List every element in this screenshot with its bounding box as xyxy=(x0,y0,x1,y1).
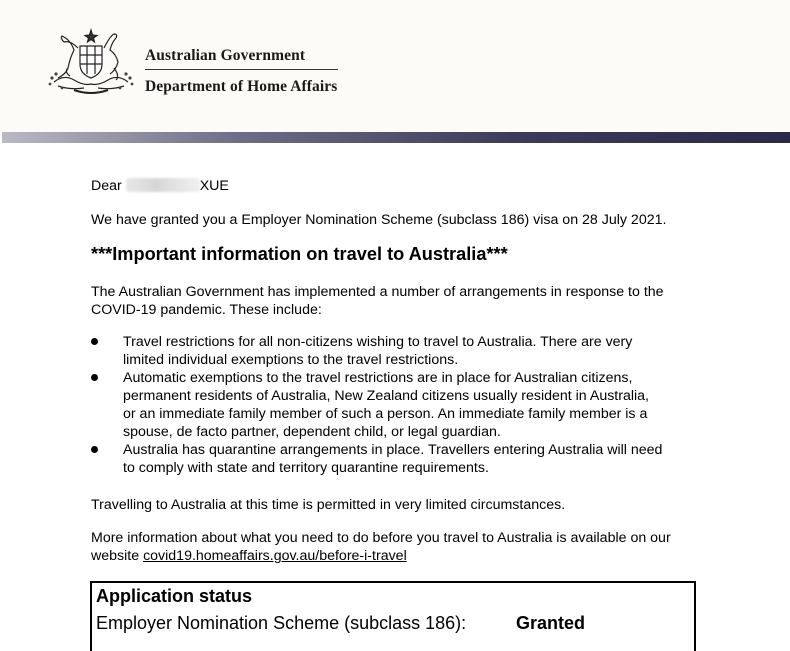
status-badge: Granted xyxy=(516,613,586,633)
visa-subclass-label: Employer Nomination Scheme (subclass 186): xyxy=(96,613,467,633)
list-item xyxy=(91,369,711,441)
intro-line-2: COVID-19 pandemic. These include: xyxy=(91,302,322,318)
redacted-given-name xyxy=(126,178,200,192)
title-divider xyxy=(145,69,338,70)
bullet-icon xyxy=(91,374,98,381)
limited-travel-note: Travelling to Australia at this time is permitted in very limited circumstances. xyxy=(91,497,566,513)
letterhead xyxy=(0,0,790,132)
travel-heading: ***Important information on travel to Australia*** xyxy=(91,244,508,264)
salutation-prefix: Dear xyxy=(91,178,122,194)
list-item-text: Automatic exemptions to the travel restrictions are in place for Australian citizens, permanent residents of Australia, New Zealand citizens usually resident in Australia, or an immediate family member of such a person. An immediate family member is a spouse, de facto partner, dependent child, or legal guardian. xyxy=(123,370,649,440)
coat-of-arms-icon xyxy=(44,28,138,96)
list-item xyxy=(91,441,711,477)
bullet-icon xyxy=(91,338,98,345)
more-info-line-1: More information about what you need to do before you travel to Australia is available on our xyxy=(91,530,671,546)
grant-sentence: We have granted you a Employer Nomination Scheme (subclass 186) visa on 28 July 2021. xyxy=(91,212,667,228)
list-item-text: Travel restrictions for all non-citizens wishing to travel to Australia. There are very limited individual exemptions to the travel restrictions. xyxy=(123,334,633,368)
bullet-icon xyxy=(91,446,98,453)
application-status-title: Application status xyxy=(96,586,253,606)
header-band xyxy=(2,132,790,143)
intro-line-1: The Australian Government has implemented a number of arrangements in response to the xyxy=(91,284,664,300)
salutation-surname: XUE xyxy=(199,178,229,194)
before-i-travel-link[interactable]: covid19.homeaffairs.gov.au/before-i-travel xyxy=(143,548,407,564)
travel-arrangements-list xyxy=(91,333,711,477)
application-status-box xyxy=(90,581,696,651)
list-item-text: Australia has quarantine arrangements in place. Travellers entering Australia will need to comply with state and territory quarantine requirements. xyxy=(123,442,663,476)
more-info-prefix: website xyxy=(91,548,140,564)
department-name: Department of Home Affairs xyxy=(145,78,338,95)
government-name: Australian Government xyxy=(145,47,306,64)
more-info-line-2 xyxy=(91,547,407,565)
salutation xyxy=(91,177,229,195)
list-item xyxy=(91,333,711,369)
